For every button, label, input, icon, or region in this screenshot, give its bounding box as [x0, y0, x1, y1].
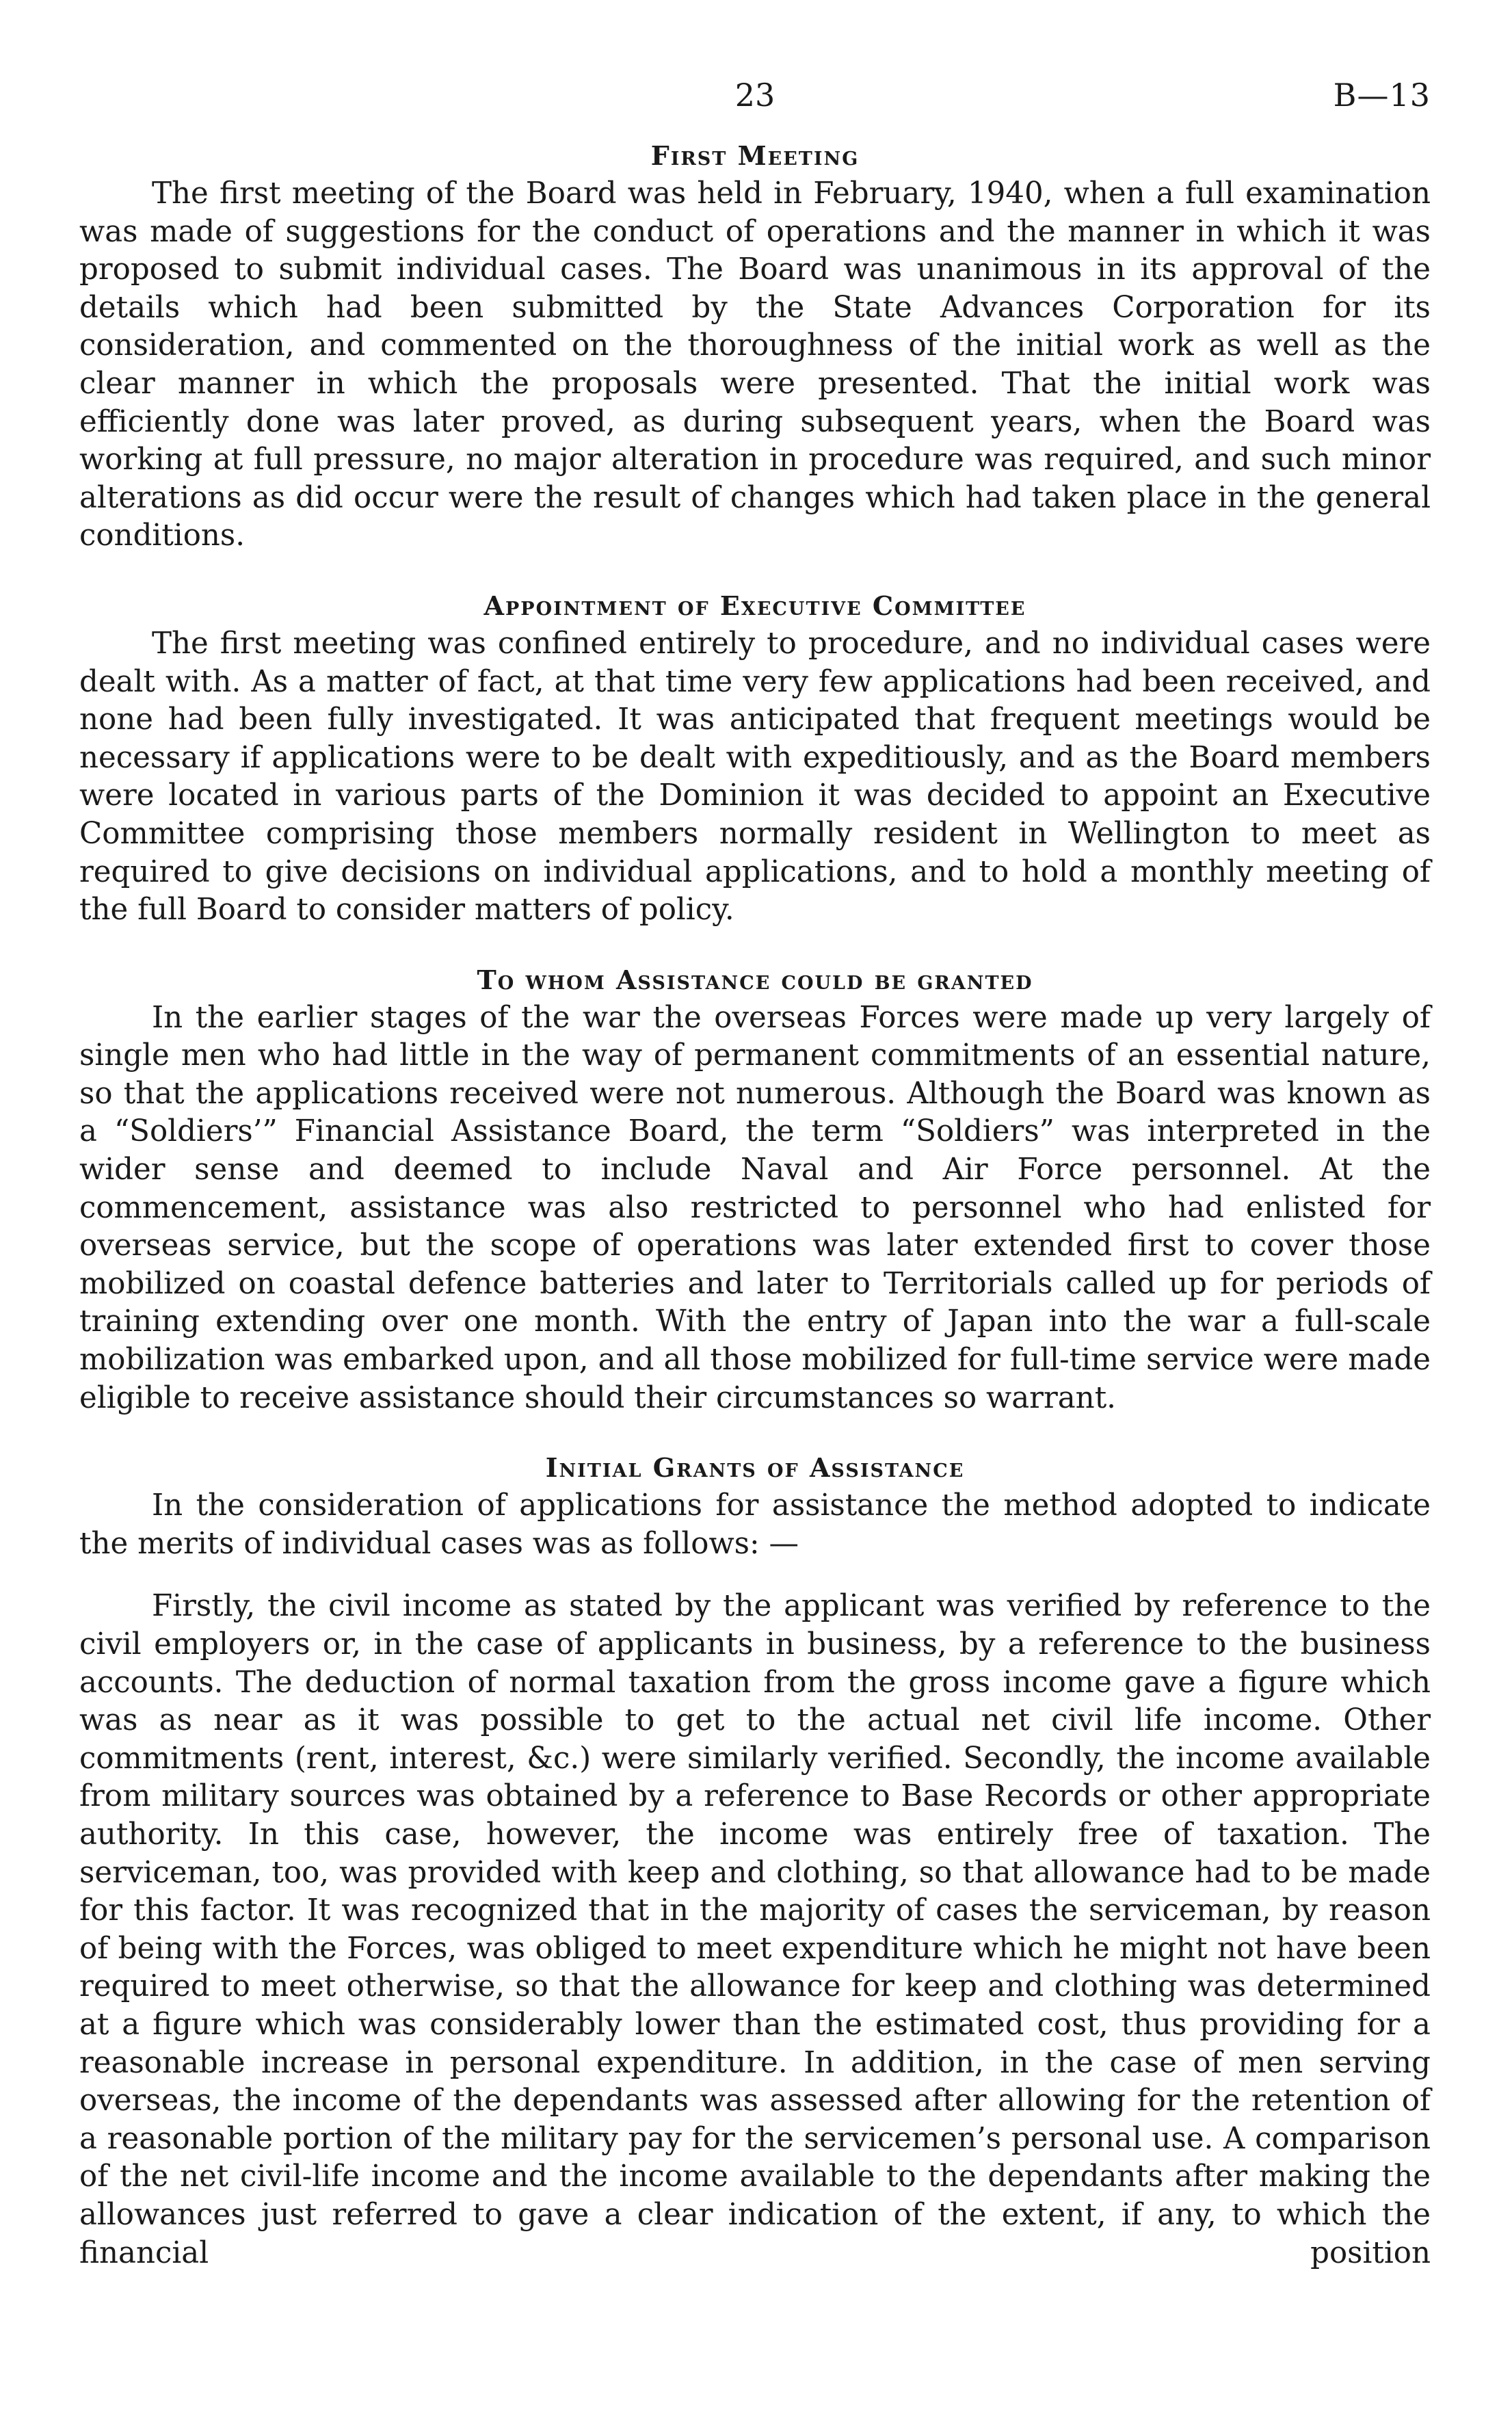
section-heading-first-meeting: First Meeting [650, 140, 860, 171]
paragraph-initial-grants-method: Firstly, the civil income as stated by the applicant was verified by reference to the civil employers or, in the case of applicants in business, by a reference to the business accounts. The deduction of normal taxation from the gross income gave a figure which was as near as it was possible to get to the actual net civil life income. Other commitments (rent, interest, &c.) were similarly verified. Secondly, the income available from military sources was obtained by a reference to Base Records or other appropriate authority. In this case, however, the income was entirely free of taxation. The serviceman, too, was provided with keep and clothing, so that allowance had to be made for this factor. It was recognized that in the majority of cases the serviceman, by reason of being with the Forces, was obliged to meet expenditure which he might not have been required to meet otherwise, so that the allowance for keep and clothing was determined at a figure which was considerably lower than the estimated cost, thus providing for a reasonable increase in personal expenditure. In addition, in the case of men serving overseas, the income of the dependants was assessed after allowing for the retention of a reasonable portion of the military pay for the servicemen’s personal use. A comparison of the net civil-life income and the income available to the dependants after making the allowances just referred to gave a clear indication of the extent, if any, to which the financial position [79, 1589, 1431, 2270]
section-heading-executive-committee: Appointment of Executive Committee [483, 590, 1026, 621]
document-code: B—13 [1333, 77, 1431, 114]
paragraph-executive-committee: The first meeting was confined entirely to procedure, and no individual cases were dealt with. As a matter of fact, at that time very few applications had been received, and none had been fully investigated. It was anticipated that frequent meetings would be necessary if applications were to be dealt with expeditiously, and as the Board members were located in various parts of the Dominion it was decided to appoint an Executive Committee comprising those members normally resident in Wellington to meet as required to give decisions on individual applications, and to hold a monthly meeting of the full Board to consider matters of policy. [79, 626, 1431, 928]
page-number: 23 [734, 77, 775, 114]
paragraph-initial-grants-intro: In the consideration of applications for assistance the method adopted to indicate the merits of individual cases was as follows: — [79, 1488, 1431, 1561]
section-heading-initial-grants: Initial Grants of Assistance [545, 1452, 965, 1484]
page-header [79, 68, 1431, 122]
paragraph-first-meeting: The first meeting of the Board was held in February, 1940, when a full examination was made of suggestions for the conduct of operations and the manner in which it was proposed to submit individual cases. The Board was unanimous in its approval of the details which had been submitted by the State Advances Corporation for its consideration, and commented on the thoroughness of the initial work as well as the clear manner in which the proposals were presented. That the initial work was efficiently done was later proved, as during subsequent years, when the Board was working at full pressure, no major alteration in procedure was required, and such minor alterations as did occur were the result of changes which had taken place in the general conditions. [79, 176, 1431, 553]
section-heading-assistance-eligibility: To whom Assistance could be granted [477, 964, 1033, 995]
paragraph-assistance-eligibility: In the earlier stages of the war the overseas Forces were made up very largely of single men who had little in the way of permanent commitments of an essential nature, so that the applications received were not numerous. Although the Board was known as a “Soldiers’” Financial Assistance Board, the term “Soldiers” was interpreted in the wider sense and deemed to include Naval and Air Force personnel. At the commencement, assistance was also restricted to personnel who had enlisted for overseas service, but the scope of operations was later extended first to cover those mobilized on coastal defence batteries and later to Territorials called up for periods of training extending over one month. With the entry of Japan into the war a full-scale mobilization was embarked upon, and all those mobilized for full-time service were made eligible to receive assistance should their circumstances so warrant. [79, 1000, 1431, 1415]
document-page [79, 68, 1431, 2272]
